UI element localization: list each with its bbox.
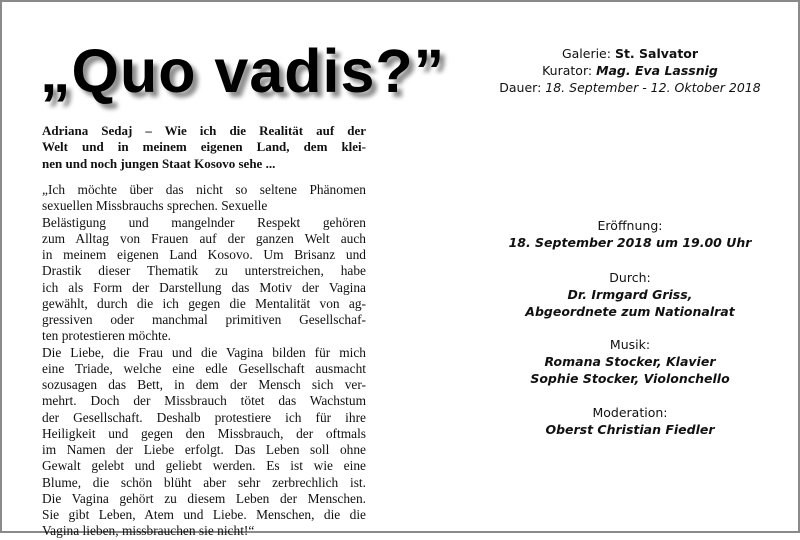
body-line: Belästigung und mangelnder Respekt gehören bbox=[42, 214, 366, 230]
body-line: Heiligkeit und gegen den Missbrauch, der oftmals bbox=[42, 425, 366, 441]
body-line: der Gesellschaft. Deshalb protestiere ich für ihre bbox=[42, 409, 366, 425]
gallery-line: Galerie: St. Salvator bbox=[561, 46, 699, 61]
exhibition-dates: 18. September - 12. Oktober 2018 bbox=[545, 80, 761, 95]
dates-line: Dauer: 18. September - 12. Oktober 2018 bbox=[499, 80, 761, 95]
body-line: ich als Form der Darstellung das Motiv der Vagina bbox=[42, 279, 366, 295]
body-line: mehrt. Doch der Missbrauch tötet das Wachstum bbox=[42, 393, 366, 409]
body-line: Vagina lieben, missbrauchen sie nicht!“ bbox=[42, 523, 255, 539]
gallery-name: St. Salvator bbox=[614, 46, 699, 61]
body-line: eine Triade, welche eine edle Gesellschaft ausmacht bbox=[42, 360, 366, 376]
opening-label: Eröffnung: bbox=[597, 218, 663, 233]
body-line: Die Vagina gehört zu diesem Leben der Menschen. bbox=[42, 490, 366, 506]
body-line: zum Alltag von Frauen auf der ganzen Welt auch bbox=[42, 230, 366, 246]
body-line: ten protestieren möchte. bbox=[42, 328, 172, 344]
body-line: Sie gibt Leben, Atem und Liebe. Menschen, die die bbox=[42, 507, 366, 522]
body-line: gressiven oder manchmal primitiven Gesellschaf- bbox=[42, 312, 366, 327]
moderation-label: Moderation: bbox=[592, 405, 668, 420]
exhibition-info bbox=[480, 45, 780, 96]
body-line: in meinem eigenen Land Kosovo. Um Brisanz und bbox=[42, 247, 366, 262]
moderator-name: Oberst Christian Fiedler bbox=[545, 422, 715, 437]
musician: Sophie Stocker, Violonchello bbox=[530, 371, 730, 386]
body-line: Gewalt gelebt und geliebt werden. Es ist wie eine bbox=[42, 458, 366, 474]
body-line: Drastik dieser Thematik zu unterstreichen, habe bbox=[42, 263, 366, 279]
music-label: Musik: bbox=[609, 337, 651, 352]
heading-line: nen und noch jungen Staat Kosovo sehe ... bbox=[42, 155, 276, 171]
music-section bbox=[480, 336, 780, 387]
article-body bbox=[42, 182, 366, 540]
musician: Romana Stocker, Klavier bbox=[544, 354, 716, 369]
body-line: sexuellen Missbrauchs sprechen. Sexuelle bbox=[42, 198, 268, 214]
moderation-section bbox=[480, 404, 780, 438]
speaker-label: Durch: bbox=[609, 270, 651, 285]
page-title: „Quo vadis?” bbox=[40, 37, 446, 105]
speaker-role: Abgeordnete zum Nationalrat bbox=[525, 304, 735, 319]
body-line: „Ich möchte über das nicht so seltene Phänomen bbox=[42, 182, 366, 197]
article-heading bbox=[42, 123, 366, 172]
body-line: gewählt, durch die ich gegen die Mentalität von ag- bbox=[42, 295, 366, 311]
speaker-section bbox=[480, 269, 780, 320]
speaker-name: Dr. Irmgard Griss, bbox=[567, 287, 693, 302]
body-line: sozusagen das Bett, in dem der Mensch sich ver- bbox=[42, 377, 366, 392]
heading-line: Adriana Sedaj – Wie ich die Realität auf der bbox=[42, 123, 366, 138]
curator-name: Mag. Eva Lassnig bbox=[596, 63, 718, 78]
heading-line: Welt und in meinem eigenen Land, dem klei- bbox=[42, 139, 366, 155]
opening-section bbox=[480, 217, 780, 251]
body-line: Blume, die schön blüht aber sehr zerbrechlich ist. bbox=[42, 474, 366, 490]
opening-date: 18. September 2018 um 19.00 Uhr bbox=[508, 235, 752, 250]
body-line: Die Liebe, die Frau und die Vagina bilden für mich bbox=[42, 344, 366, 360]
body-line: im Namen der Liebe erfolgt. Das Leben soll ohne bbox=[42, 442, 366, 457]
curator-line: Kurator: Mag. Eva Lassnig bbox=[542, 63, 718, 78]
